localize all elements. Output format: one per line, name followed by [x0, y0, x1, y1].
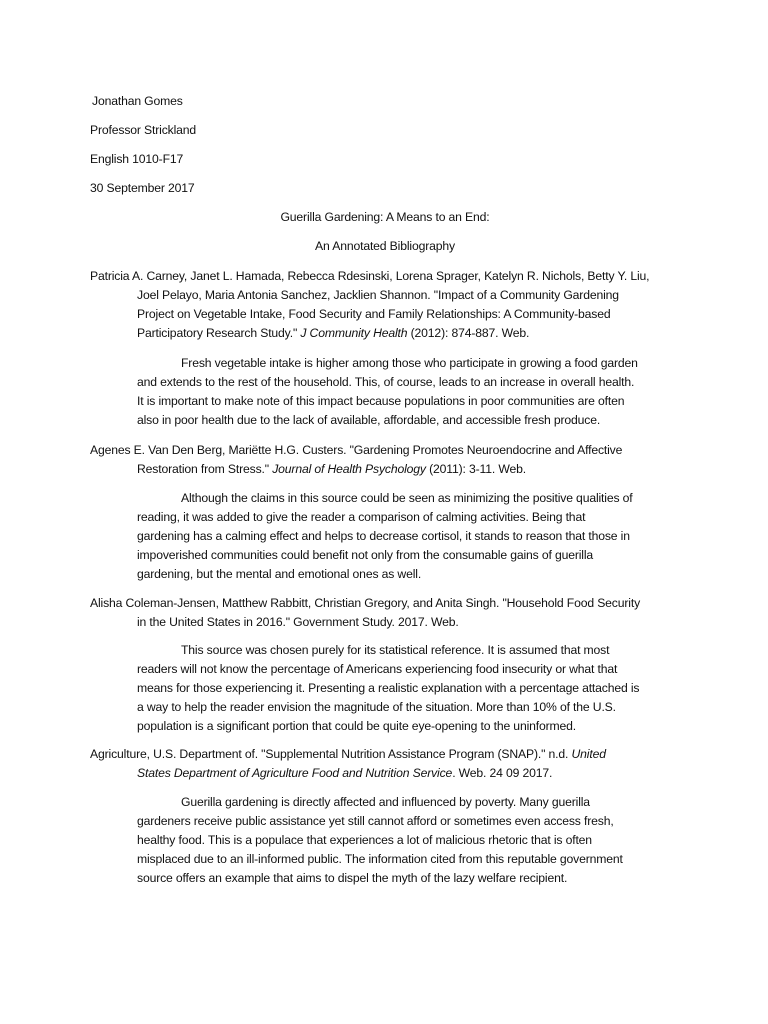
student-name: Jonathan Gomes	[92, 94, 183, 108]
citation-text: Restoration from Stress."	[137, 462, 273, 476]
citation-text: Agriculture, U.S. Department of. "Supplemental Nutrition Assistance Program (SNAP)." n.d.	[90, 747, 572, 761]
citation-line: Agenes E. Van Den Berg, Mariëtte H.G. Custers. "Gardening Promotes Neuroendocrine and Affective	[90, 443, 623, 457]
annotation-line: It is important to make note of this impact because populations in poor communities are often	[137, 394, 625, 408]
annotation-line: impoverished communities could benefit not only from the consumable gains of guerilla	[137, 548, 594, 562]
annotation-line: misplaced due to an ill-informed public. The information cited from this reputable government	[137, 852, 623, 866]
annotation-line: gardening has a calming effect and helps to decrease cortisol, it stands to reason that those in	[137, 529, 630, 543]
document-subtitle: An Annotated Bibliography	[315, 239, 455, 253]
annotation-line: population is a significant portion that could be quite eye-opening to the uninformed.	[137, 719, 577, 733]
citation-text: (2011): 3-11. Web.	[425, 462, 526, 476]
annotation-line: Guerilla gardening is directly affected and influenced by poverty. Many guerilla	[181, 795, 590, 809]
annotation-line: healthy food. This is a populace that experiences a lot of malicious rhetoric that is often	[137, 833, 592, 847]
annotation-line: Fresh vegetable intake is higher among those who participate in growing a food garden	[181, 356, 638, 370]
annotation-line: This source was chosen purely for its statistical reference. It is assumed that most	[181, 643, 610, 657]
course-name: English 1010-F17	[90, 152, 184, 166]
citation-line	[90, 460, 690, 479]
source-title: United	[571, 747, 606, 761]
annotation-2	[137, 489, 685, 584]
citation-line	[90, 764, 690, 783]
citation-text: Participatory Research Study."	[137, 326, 301, 340]
journal-title: J Community Health	[300, 326, 408, 340]
source-title: States Department of Agriculture Food and Nutrition Service	[137, 766, 453, 780]
document-date: 30 September 2017	[90, 181, 195, 195]
annotation-line: gardeners receive public assistance yet still cannot afford or sometimes even access fresh,	[137, 814, 614, 828]
citation-3	[90, 594, 690, 632]
citation-line	[90, 324, 690, 343]
annotation-line: readers will not know the percentage of Americans experiencing food insecurity or what that	[137, 662, 618, 676]
citation-line: Patricia A. Carney, Janet L. Hamada, Rebecca Rdesinski, Lorena Sprager, Katelyn R. Nichols, Betty Y. Liu,	[90, 269, 650, 283]
annotation-line: reading, it was added to give the reader a comparison of calming activities. Being that	[137, 510, 586, 524]
professor-name: Professor Strickland	[90, 123, 197, 137]
citation-line	[90, 745, 690, 764]
citation-2	[90, 441, 690, 479]
citation-line: Joel Pelayo, Maria Antonia Sanchez, Jacklien Shannon. "Impact of a Community Gardening	[137, 288, 619, 302]
annotation-line: gardening, but the mental and emotional ones as well.	[137, 567, 422, 581]
citation-line: Project on Vegetable Intake, Food Security and Family Relationships: A Community-based	[137, 307, 611, 321]
annotation-line: source offers an example that aims to dispel the myth of the lazy welfare recipient.	[137, 871, 568, 885]
citation-text: (2012): 874-887. Web.	[407, 326, 530, 340]
citation-line: Alisha Coleman-Jensen, Matthew Rabbitt, Christian Gregory, and Anita Singh. "Household Food Security	[90, 596, 641, 610]
annotation-line: means for those experiencing it. Presenting a realistic explanation with a percentage attached is	[137, 681, 640, 695]
annotation-line: also in poor health due to the lack of available, affordable, and accessible fresh produce.	[137, 413, 601, 427]
annotation-line: Although the claims in this source could be seen as minimizing the positive qualities of	[181, 491, 633, 505]
citation-text: . Web. 24 09 2017.	[452, 766, 553, 780]
journal-title: Journal of Health Psychology	[272, 462, 426, 476]
citation-1	[90, 267, 690, 343]
document-title: Guerilla Gardening: A Means to an End:	[280, 210, 490, 224]
annotation-line: a way to help the reader envision the magnitude of the situation. More than 10% of the U.S.	[137, 700, 616, 714]
annotation-3	[137, 641, 685, 736]
citation-4	[90, 745, 690, 783]
annotation-1	[137, 354, 685, 430]
annotation-line: and extends to the rest of the household. This, of course, leads to an increase in overall health.	[137, 375, 635, 389]
annotation-4	[137, 793, 685, 888]
citation-line: in the United States in 2016." Government Study. 2017. Web.	[137, 615, 459, 629]
